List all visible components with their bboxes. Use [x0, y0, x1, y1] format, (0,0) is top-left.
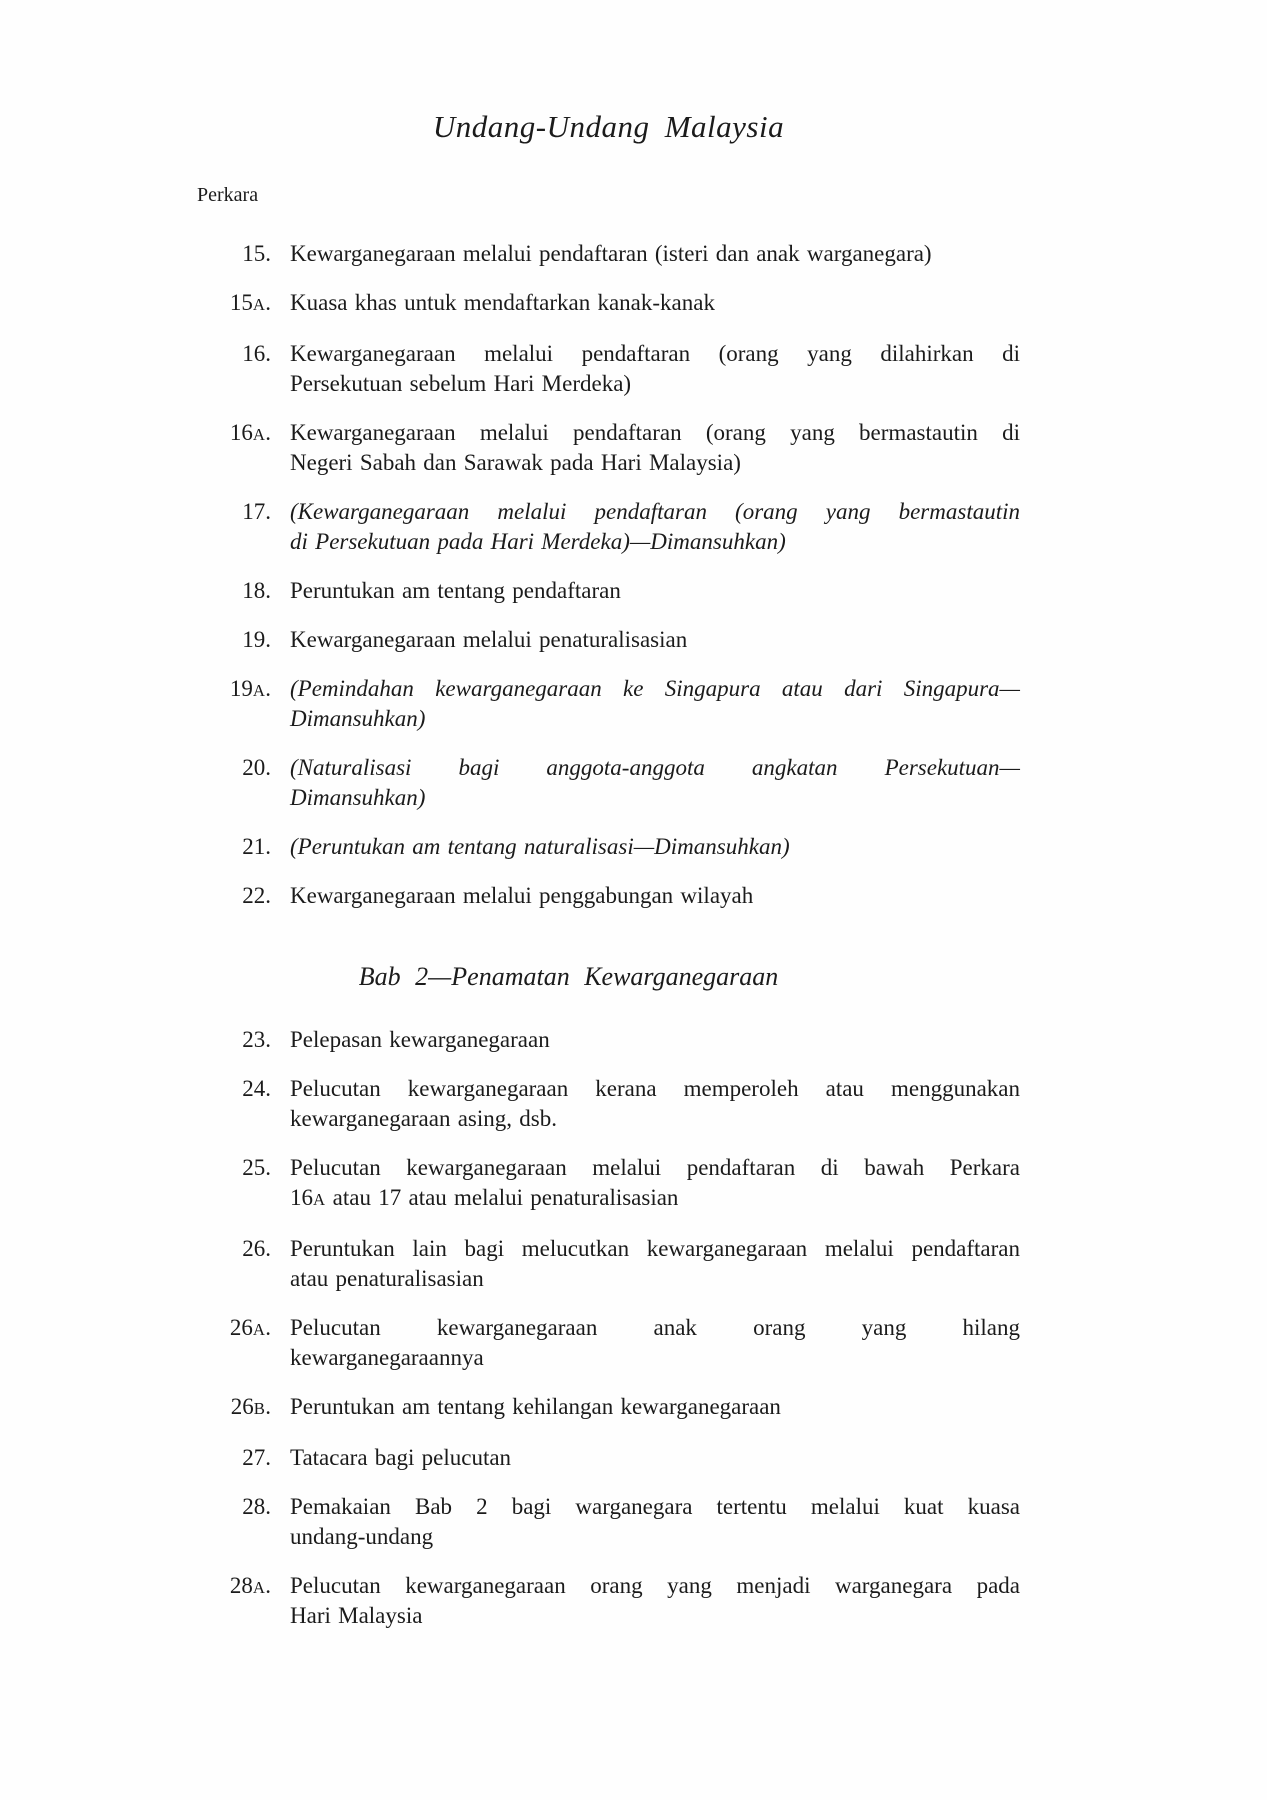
toc-item — [197, 1313, 1020, 1373]
item-number: 17. — [242, 499, 271, 524]
toc-item — [197, 832, 1020, 862]
small-cap-letter: A — [252, 1320, 266, 1339]
small-cap-letter: A — [252, 1578, 266, 1597]
toc-item — [197, 418, 1020, 478]
item-number: 26A. — [229, 1315, 271, 1340]
item-text — [290, 1571, 1020, 1631]
item-number: 15A. — [229, 290, 271, 315]
small-cap-letter: A — [313, 1190, 326, 1209]
toc-item — [197, 753, 1020, 813]
item-line: undang-undang — [290, 1524, 434, 1549]
small-cap-letter: A — [252, 681, 266, 700]
item-number: 22. — [242, 883, 271, 908]
item-text — [290, 1074, 1020, 1134]
item-line: Pelepasan kewarganegaraan — [290, 1027, 550, 1052]
item-line: 16A atau 17 atau melalui penaturalisasian — [290, 1185, 679, 1210]
item-text — [290, 239, 1020, 269]
item-text — [290, 1025, 1020, 1055]
item-line: Kewarganegaraan melalui pendaftaran (orang yang bermastautin di — [290, 420, 1020, 445]
item-number: 26. — [242, 1236, 271, 1261]
item-line: Kewarganegaraan melalui pendaftaran (orang yang dilahirkan di — [290, 341, 1020, 366]
toc-item — [197, 1392, 1020, 1424]
item-number: 28A. — [229, 1573, 271, 1598]
item-line: Pelucutan kewarganegaraan kerana memperoleh atau menggunakan — [290, 1076, 1020, 1101]
item-line: di Persekutuan pada Hari Merdeka)—Dimansuhkan) — [290, 529, 786, 554]
item-number: 27. — [242, 1445, 271, 1470]
item-line: Dimansuhkan) — [290, 785, 426, 810]
small-cap-letter: B — [253, 1399, 266, 1418]
small-cap-letter: A — [252, 295, 266, 314]
item-line: Kewarganegaraan melalui penggabungan wilayah — [290, 883, 754, 908]
item-line: (Pemindahan kewarganegaraan ke Singapura atau dari Singapura— — [290, 676, 1020, 701]
item-line: Dimansuhkan) — [290, 706, 426, 731]
item-number: 24. — [242, 1076, 271, 1101]
item-text — [290, 288, 1020, 320]
item-line: Kuasa khas untuk mendaftarkan kanak-kanak — [290, 290, 715, 315]
item-text — [290, 1392, 1020, 1424]
item-number: 21. — [242, 834, 271, 859]
toc-item — [197, 625, 1020, 655]
toc-item — [197, 1571, 1020, 1631]
item-line: Pelucutan kewarganegaraan anak orang yang hilang — [290, 1315, 1020, 1340]
toc-item — [197, 1492, 1020, 1552]
toc-item — [197, 339, 1020, 399]
item-line: Tatacara bagi pelucutan — [290, 1445, 512, 1470]
item-text — [290, 576, 1020, 606]
item-line: Peruntukan am tentang kehilangan kewarganegaraan — [290, 1394, 781, 1419]
item-line: (Kewarganegaraan melalui pendaftaran (orang yang bermastautin — [290, 499, 1020, 524]
item-text — [290, 674, 1020, 734]
item-line: Peruntukan lain bagi melucutkan kewarganegaraan melalui pendaftaran — [290, 1236, 1020, 1261]
item-number: 18. — [242, 578, 271, 603]
item-text — [290, 832, 1020, 862]
chapter-heading: Bab 2—Penamatan Kewarganegaraan — [358, 962, 779, 991]
item-text — [290, 1492, 1020, 1552]
item-line: Kewarganegaraan melalui pendaftaran (isteri dan anak warganegara) — [290, 241, 932, 266]
item-line: Pelucutan kewarganegaraan orang yang menjadi warganegara pada — [290, 1573, 1020, 1598]
toc-item — [197, 497, 1020, 557]
toc-item — [197, 1234, 1020, 1294]
item-line: Negeri Sabah dan Sarawak pada Hari Malaysia) — [290, 450, 741, 475]
item-line: atau penaturalisasian — [290, 1266, 484, 1291]
item-number: 25. — [242, 1155, 271, 1180]
item-line: (Naturalisasi bagi anggota-anggota angkatan Persekutuan— — [290, 755, 1020, 780]
item-number: 19A. — [229, 676, 271, 701]
item-number: 16A. — [229, 420, 271, 445]
toc-list — [197, 239, 1020, 1631]
item-text — [290, 1443, 1020, 1473]
item-number: 19. — [242, 627, 271, 652]
toc-item — [197, 288, 1020, 320]
small-cap-letter: A — [252, 425, 266, 444]
toc-item — [197, 1153, 1020, 1215]
item-text — [290, 753, 1020, 813]
item-number: 16. — [242, 341, 271, 366]
item-line: Hari Malaysia — [290, 1603, 423, 1628]
item-line: Kewarganegaraan melalui penaturalisasian — [290, 627, 688, 652]
item-text — [290, 497, 1020, 557]
item-line: kewarganegaraannya — [290, 1345, 484, 1370]
item-number: 23. — [242, 1027, 271, 1052]
item-line: (Peruntukan am tentang naturalisasi—Dimansuhkan) — [290, 834, 790, 859]
toc-item — [197, 1074, 1020, 1134]
toc-item — [197, 1025, 1020, 1055]
toc-item — [197, 881, 1020, 911]
item-line: kewarganegaraan asing, dsb. — [290, 1106, 557, 1131]
item-number: 15. — [242, 241, 271, 266]
page-title: Undang-Undang Malaysia — [432, 109, 785, 144]
item-number: 26B. — [230, 1394, 271, 1419]
item-number: 20. — [242, 755, 271, 780]
item-text — [290, 1234, 1020, 1294]
item-line: Pelucutan kewarganegaraan melalui pendaftaran di bawah Perkara — [290, 1155, 1020, 1180]
page-content — [197, 0, 1020, 1650]
item-text — [290, 339, 1020, 399]
item-text — [290, 1313, 1020, 1373]
toc-item — [197, 674, 1020, 734]
item-text — [290, 418, 1020, 478]
item-line: Persekutuan sebelum Hari Merdeka) — [290, 371, 632, 396]
item-text — [290, 1153, 1020, 1215]
item-text — [290, 881, 1020, 911]
toc-item — [197, 576, 1020, 606]
toc-item — [197, 239, 1020, 269]
toc-item — [197, 1443, 1020, 1473]
item-number: 28. — [242, 1494, 271, 1519]
item-line: Pemakaian Bab 2 bagi warganegara tertentu melalui kuat kuasa — [290, 1494, 1020, 1519]
column-label: Perkara — [197, 184, 259, 206]
item-text — [290, 625, 1020, 655]
item-line: Peruntukan am tentang pendaftaran — [290, 578, 621, 603]
